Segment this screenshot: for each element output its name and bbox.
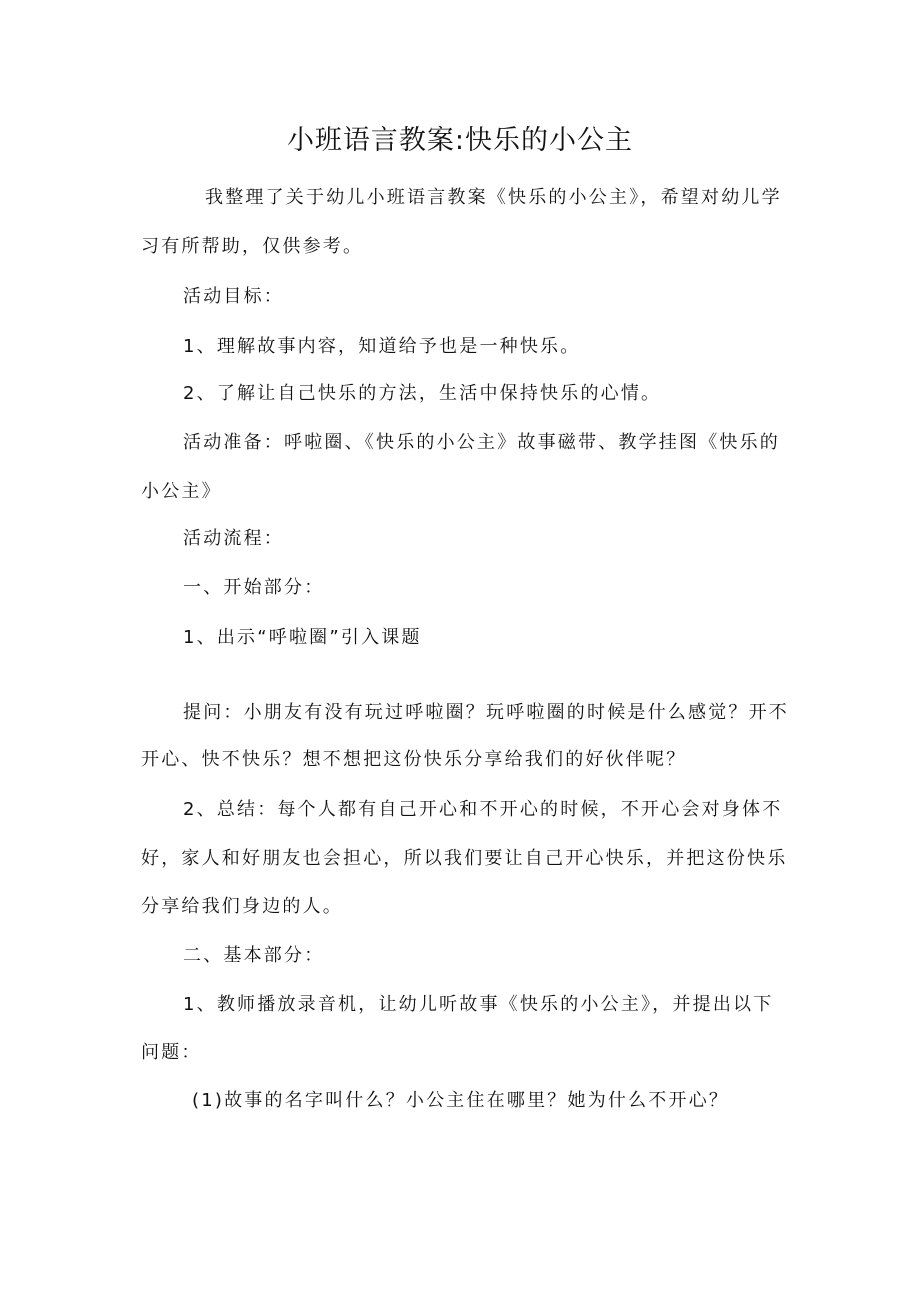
start-item-1: 1、出示“呼啦圈”引入课题 <box>183 627 422 648</box>
question-line-2: 开心、快不快乐？想不想把这份快乐分享给我们的好伙伴呢？ <box>141 749 687 770</box>
document-title: 小班语言教案:快乐的小公主 <box>286 125 634 156</box>
summary-line-2: 好，家人和好朋友也会担心，所以我们要让自己开心快乐，并把这份快乐 <box>141 848 788 869</box>
section-heading-start: 一、开始部分： <box>183 577 325 598</box>
basic-item-1-line-2: 问题： <box>141 1042 202 1063</box>
basic-subitem-1: (1)故事的名字叫什么？小公主住在哪里？她为什么不开心？ <box>192 1090 730 1111</box>
objective-item-1: 1、理解故事内容，知道给予也是一种快乐。 <box>183 336 581 357</box>
summary-line-1: 2、总结：每个人都有自己开心和不开心的时候，不开心会对身体不 <box>183 799 783 820</box>
objective-item-2: 2、了解让自己快乐的方法，生活中保持快乐的心情。 <box>183 383 662 404</box>
basic-item-1-line-1: 1、教师播放录音机，让幼儿听故事《快乐的小公主》，并提出以下 <box>183 994 774 1015</box>
intro-line-1: 我整理了关于幼儿小班语言教案《快乐的小公主》，希望对幼儿学 <box>205 187 782 208</box>
summary-line-3: 分享给我们身边的人。 <box>141 896 343 917</box>
question-line-1: 提问：小朋友有没有玩过呼啦圈？玩呼啦圈的时候是什么感觉？开不 <box>183 702 789 723</box>
section-heading-basic: 二、基本部分： <box>183 945 325 966</box>
section-heading-objectives: 活动目标： <box>183 286 284 307</box>
section-heading-process: 活动流程： <box>183 528 284 549</box>
preparation-line-1: 活动准备：呼啦圈、《快乐的小公主》故事磁带、教学挂图《快乐的 <box>183 432 780 453</box>
intro-line-2: 习有所帮助，仅供参考。 <box>141 236 364 257</box>
preparation-line-2: 小公主》 <box>141 481 222 502</box>
